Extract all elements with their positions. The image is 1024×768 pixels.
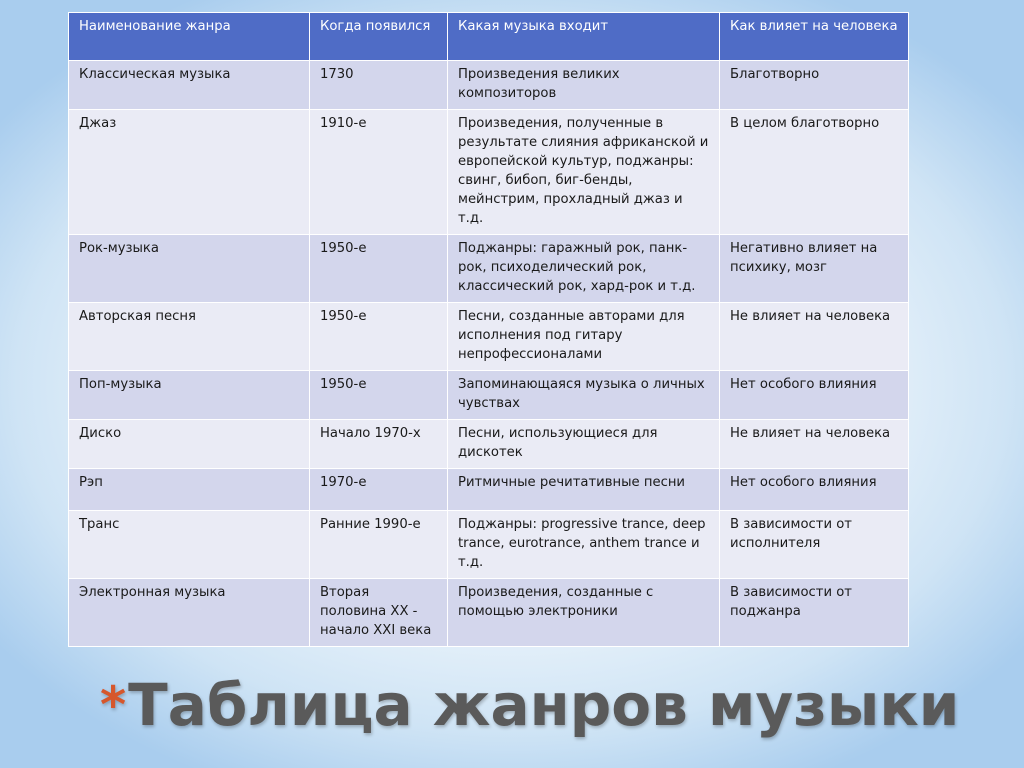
cell-appeared: 1910-е <box>310 110 448 235</box>
cell-influence: Не влияет на человека <box>720 420 909 469</box>
cell-genre: Электронная музыка <box>69 579 310 647</box>
cell-influence: В целом благотворно <box>720 110 909 235</box>
cell-music: Произведения, полученные в результате слияния африканской и европейской культур, поджанры: свинг, бибоп, биг-бенды, мейнстрим, прохладный джаз и т.д. <box>448 110 720 235</box>
cell-music: Произведения, созданные с помощью электроники <box>448 579 720 647</box>
cell-appeared: 1970-е <box>310 469 448 511</box>
cell-genre: Классическая музыка <box>69 61 310 110</box>
cell-appeared: Начало 1970-х <box>310 420 448 469</box>
cell-music: Поджанры: progressive trance, deep trance, eurotrance, anthem trance и т.д. <box>448 511 720 579</box>
cell-influence: Не влияет на человека <box>720 303 909 371</box>
cell-genre: Рэп <box>69 469 310 511</box>
cell-appeared: 1950-е <box>310 371 448 420</box>
table-row <box>69 420 909 469</box>
cell-influence: Благотворно <box>720 61 909 110</box>
slide-title <box>100 660 1000 760</box>
header-appeared: Когда появился <box>310 13 448 61</box>
cell-influence: В зависимости от поджанра <box>720 579 909 647</box>
table-row <box>69 371 909 420</box>
cell-music: Произведения великих композиторов <box>448 61 720 110</box>
table-row <box>69 579 909 647</box>
cell-influence: Негативно влияет на психику, мозг <box>720 235 909 303</box>
table-row <box>69 61 909 110</box>
genres-table <box>68 12 909 647</box>
slide-title-text: Таблица жанров музыки <box>128 671 960 739</box>
cell-appeared: 1950-е <box>310 235 448 303</box>
table-row <box>69 303 909 371</box>
cell-genre: Авторская песня <box>69 303 310 371</box>
cell-genre: Поп-музыка <box>69 371 310 420</box>
cell-music: Запоминающаяся музыка о личных чувствах <box>448 371 720 420</box>
cell-influence: Нет особого влияния <box>720 371 909 420</box>
cell-music: Песни, использующиеся для дискотек <box>448 420 720 469</box>
cell-influence: В зависимости от исполнителя <box>720 511 909 579</box>
header-influence: Как влияет на человека <box>720 13 909 61</box>
cell-music: Ритмичные речитативные песни <box>448 469 720 511</box>
table-header-row <box>69 13 909 61</box>
header-music-included: Какая музыка входит <box>448 13 720 61</box>
cell-genre: Транс <box>69 511 310 579</box>
cell-appeared: 1950-е <box>310 303 448 371</box>
cell-genre: Диско <box>69 420 310 469</box>
asterisk-icon: * <box>100 676 127 734</box>
table-row <box>69 511 909 579</box>
cell-genre: Рок-музыка <box>69 235 310 303</box>
cell-appeared: Ранние 1990-е <box>310 511 448 579</box>
table-row <box>69 235 909 303</box>
table-row <box>69 469 909 511</box>
cell-influence: Нет особого влияния <box>720 469 909 511</box>
cell-music: Песни, созданные авторами для исполнения под гитару непрофессионалами <box>448 303 720 371</box>
cell-genre: Джаз <box>69 110 310 235</box>
cell-appeared: 1730 <box>310 61 448 110</box>
header-genre-name: Наименование жанра <box>69 13 310 61</box>
cell-appeared: Вторая половина XX - начало XXI века <box>310 579 448 647</box>
table-row <box>69 110 909 235</box>
cell-music: Поджанры: гаражный рок, панк-рок, психоделический рок, классический рок, хард-рок и т.д. <box>448 235 720 303</box>
